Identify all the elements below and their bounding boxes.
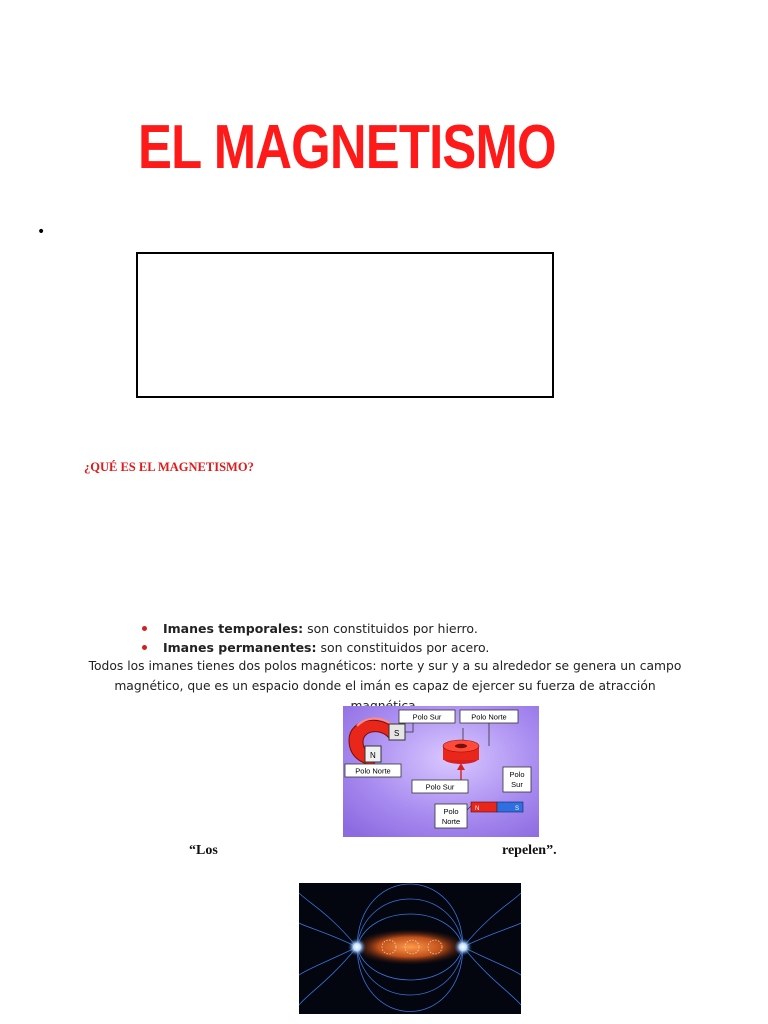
list-item [140,638,489,657]
polo-norte-bottom-label-1: Polo [443,807,459,816]
list-item-text: son constituidos por acero. [316,640,490,655]
bar-magnet [471,802,523,812]
horseshoe-n-label: N [370,751,376,760]
polo-sur-right-label-1: Polo [509,770,525,779]
polo-norte-top-label: Polo Norte [471,712,507,722]
document-title: EL MAGNETISMO [138,113,556,182]
polo-sur-top-label: Polo Sur [412,712,442,722]
magnetic-poles-paragraph: Todos los imanes tienes dos polos magnéticos: norte y sur y a su alrededor se genera un campo magnético, que es un espacio donde el imán es capaz de ejercer su fuerza de atracción [88,659,682,693]
magnet-core [352,929,468,965]
polo-norte-bottom-box [435,804,467,828]
quote-end: repelen”. [502,843,557,858]
list-item [140,619,489,638]
empty-text-box [136,252,554,398]
bullet-icon [142,626,147,631]
list-item-label: Imanes permanentes: [163,640,317,655]
right-pole-glow [454,938,472,956]
magnetic-field-image [299,883,521,1014]
polo-sur-mid-label: Polo Sur [425,782,455,792]
list-item-label: Imanes temporales: [163,621,304,636]
polo-sur-right-label-2: Sur [511,780,523,789]
horseshoe-s-label: S [394,729,400,738]
polo-sur-mid-box [412,780,468,793]
polo-norte-left-label: Polo Norte [355,766,391,776]
polo-norte-top-box [460,710,518,723]
list-item-text: son constituidos por hierro. [303,621,478,636]
ring-magnet [443,740,479,764]
bar-n-label: N [475,806,480,812]
bullet-dot: • [37,224,46,240]
left-pole-glow [348,938,366,956]
bar-s-label: S [515,806,520,812]
magnet-poles-diagram [343,706,539,837]
bullet-icon [142,645,147,650]
magnet-types-list [140,619,489,657]
polo-sur-right-box [503,767,531,792]
polo-norte-left-box [345,764,401,777]
polo-sur-top-box [399,710,455,723]
quote-start: “Los [189,843,218,858]
polo-norte-bottom-label-2: Norte [441,817,461,826]
section-heading: ¿QUÉ ES EL MAGNETISMO? [84,460,254,474]
